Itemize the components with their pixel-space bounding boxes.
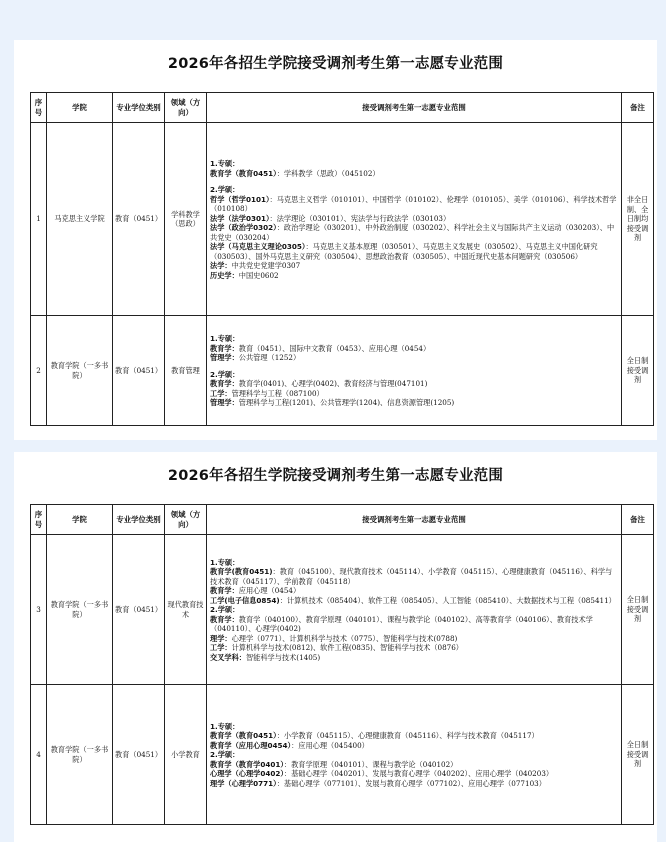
range-line-label: 工学(电子信息0854) xyxy=(210,595,280,605)
row-no: 4 xyxy=(31,685,47,825)
header-degree: 专业学位类别 xyxy=(113,505,165,535)
range-line xyxy=(210,558,619,568)
row-range xyxy=(207,685,622,825)
range-line-label: 2.学硕： xyxy=(210,185,240,194)
range-line-text: ：马克思主义哲学（010101）、中国哲学（010102）、伦理学（010105）、美学（010106）、科学技术哲学（010108） xyxy=(210,194,617,213)
range-line xyxy=(210,760,619,770)
header-remark: 备注 xyxy=(622,93,654,123)
row-college: 教育学院（一多书院） xyxy=(47,685,113,825)
range-line-label: 心理学（心理学0402） xyxy=(210,769,284,779)
range-line-text: ：法学理论（030101）、宪法学与行政法学（030103） xyxy=(269,213,451,223)
range-line-label: 工学： xyxy=(210,643,232,653)
range-line xyxy=(210,731,619,741)
range-line-label: 2.学硕： xyxy=(210,605,240,615)
range-line xyxy=(210,398,619,408)
table-row xyxy=(31,316,654,426)
range-line-text: 公共管理（1252） xyxy=(238,353,301,363)
range-line xyxy=(210,242,619,261)
range-line-label: 教育学： xyxy=(210,379,239,389)
range-line-label: 教育学： xyxy=(210,343,239,353)
range-line-label: 1.专硕： xyxy=(210,159,240,168)
row-college: 教育学院（一多书院） xyxy=(47,316,113,426)
table-card-2 xyxy=(14,452,657,842)
range-line-text: ：学科教学（思政）（045102） xyxy=(276,168,380,178)
range-line xyxy=(210,605,619,615)
range-line-label: 1.专硕： xyxy=(210,557,240,567)
range-line xyxy=(210,261,619,271)
range-line-label: 教育学： xyxy=(210,586,239,596)
range-line-label: 教育学（教育0451） xyxy=(210,731,277,741)
table-row xyxy=(31,535,654,685)
range-line xyxy=(210,271,619,281)
range-line xyxy=(210,769,619,779)
row-no: 3 xyxy=(31,535,47,685)
range-line-label: 教育学(教育0451) xyxy=(210,567,273,577)
range-line-text: ：应用心理（045400） xyxy=(291,740,369,750)
range-line-text: 管理科学与工程(1201)、公共管理学(1204)、信息资源管理(1205) xyxy=(238,398,455,408)
range-line-label: 管理学： xyxy=(210,353,239,363)
header-field: 领域（方向） xyxy=(165,505,207,535)
range-line-text: 智能科学与技术(1405) xyxy=(245,652,321,662)
table-row xyxy=(31,123,654,316)
range-line xyxy=(210,722,619,732)
range-line-label: 法学（马克思主义理论0305） xyxy=(210,242,306,251)
header-no: 序号 xyxy=(31,93,47,123)
range-line-text: ：教育学原理（040101）、课程与教学论（040102） xyxy=(283,759,458,769)
admission-table-2 xyxy=(30,504,654,825)
range-line xyxy=(210,214,619,224)
range-line xyxy=(210,370,619,380)
range-line-label: 1.专硕： xyxy=(210,721,240,731)
range-line xyxy=(210,389,619,399)
page-title: 2026年各招生学院接受调剂考生第一志愿专业范围 xyxy=(167,468,504,484)
range-line-label: 法学： xyxy=(210,261,232,270)
range-line-text: 教育（0451）、国际中文教育（0453）、应用心理（0454） xyxy=(238,343,431,353)
row-degree: 教育（0451） xyxy=(113,535,165,685)
range-line-text: ：教育（045100）、现代教育技术（045114）、小学教育（045115）、心理健康教育（045116）、科学与技术教育（045117）、学前教育（045118） xyxy=(210,567,613,586)
row-field: 学科教学（思政） xyxy=(165,123,207,316)
range-line xyxy=(210,344,619,354)
range-line xyxy=(210,779,619,789)
range-line-label: 历史学： xyxy=(210,270,239,280)
table-header-row xyxy=(31,93,654,123)
table-row xyxy=(31,685,654,825)
range-line-text: ：政治学理论（030201）、中外政治制度（030202）、科学社会主义与国际共产主义运动（030203）、中共党史（030204） xyxy=(210,223,615,242)
range-line xyxy=(210,159,619,169)
row-no: 1 xyxy=(31,123,47,316)
range-line-label: 1.专硕： xyxy=(210,334,240,344)
range-line-label: 哲学（哲学0101） xyxy=(210,194,270,204)
header-no: 序号 xyxy=(31,505,47,535)
range-line xyxy=(210,185,619,195)
range-line-text: ：小学教育（045115）、心理健康教育（045116）、科学与技术教育（045117） xyxy=(276,731,539,741)
row-remark: 全日制接受调剂 xyxy=(622,685,654,825)
row-remark: 非全日制、全日制均接受调剂 xyxy=(622,123,654,316)
row-range xyxy=(207,316,622,426)
range-line xyxy=(210,567,619,586)
row-field: 小学教育 xyxy=(165,685,207,825)
range-line-label: 教育学： xyxy=(210,614,239,624)
range-line xyxy=(210,223,619,242)
range-line xyxy=(210,586,619,596)
range-line xyxy=(210,653,619,663)
range-line-label: 工学： xyxy=(210,388,232,398)
header-range: 接受调剂考生第一志愿专业范围 xyxy=(207,505,622,535)
page-title: 2026年各招生学院接受调剂考生第一志愿专业范围 xyxy=(167,56,504,72)
row-college: 马克思主义学院 xyxy=(47,123,113,316)
range-line xyxy=(210,615,619,634)
range-line xyxy=(210,634,619,644)
range-line-text: ：基础心理学（040201）、发展与教育心理学（040202）、应用心理学（040203） xyxy=(283,769,554,779)
row-field: 现代教育技术 xyxy=(165,535,207,685)
range-line xyxy=(210,596,619,606)
range-line-label: 教育学（教育学0401） xyxy=(210,759,284,769)
row-degree: 教育（0451） xyxy=(113,685,165,825)
range-line-text: 心理学（0771）、计算机科学与技术（0775）、智能科学与技术(0788) xyxy=(231,633,458,643)
table-card-1 xyxy=(14,40,657,440)
table-header-row xyxy=(31,505,654,535)
row-remark: 全日制接受调剂 xyxy=(622,316,654,426)
header-degree: 专业学位类别 xyxy=(113,93,165,123)
range-line-label: 教育学（应用心理0454） xyxy=(210,740,292,750)
row-range xyxy=(207,123,622,316)
range-line xyxy=(210,643,619,653)
header-range: 接受调剂考生第一志愿专业范围 xyxy=(207,93,622,123)
range-line-label: 法学（政治学0302） xyxy=(210,223,277,232)
range-line xyxy=(210,169,619,179)
range-line-label: 管理学： xyxy=(210,398,239,408)
range-line-label: 法学（法学0301） xyxy=(210,213,270,223)
range-line-label: 交叉学科： xyxy=(210,652,246,662)
range-line-text: ：基础心理学（077101）、发展与教育心理学（077102）、应用心理学（077103） xyxy=(276,778,546,788)
range-line-text: 计算机科学与技术(0812)、软件工程(0835)、智能科学与技术（0876） xyxy=(231,643,463,653)
row-degree: 教育（0451） xyxy=(113,316,165,426)
row-college: 教育学院（一多书院） xyxy=(47,535,113,685)
row-remark: 全日制接受调剂 xyxy=(622,535,654,685)
range-line-label: 2.学硕： xyxy=(210,750,240,760)
range-line-label: 2.学硕： xyxy=(210,369,240,379)
range-line-text: 中共党史党建学0307 xyxy=(231,261,301,270)
range-line-text: ：计算机技术（085404）、软件工程（085405）、人工智能（085410）、大数据技术与工程（085411） xyxy=(279,595,616,605)
row-no: 2 xyxy=(31,316,47,426)
row-degree: 教育（0451） xyxy=(113,123,165,316)
range-line xyxy=(210,195,619,214)
range-line-label: 理学（心理学0771） xyxy=(210,778,277,788)
range-line xyxy=(210,750,619,760)
range-line-label: 教育学（教育0451） xyxy=(210,168,277,178)
range-line-text: 教育学（040100）、教育学原理（040101）、课程与教学论（040102）、高等教育学（040106）、教育技术学（040110）、心理学(0402) xyxy=(210,614,593,634)
range-line-text: 中国史0602 xyxy=(238,270,279,280)
row-range xyxy=(207,535,622,685)
range-line-text: 应用心理（0454） xyxy=(238,586,301,596)
row-field: 教育管理 xyxy=(165,316,207,426)
range-line xyxy=(210,353,619,363)
range-line-text: 教育学(0401)、心理学(0402)、教育经济与管理(047101) xyxy=(238,379,428,389)
range-line xyxy=(210,334,619,344)
header-college: 学院 xyxy=(47,93,113,123)
range-line xyxy=(210,741,619,751)
range-line xyxy=(210,379,619,389)
range-line-text: ：马克思主义基本原理（030501）、马克思主义发展史（030502）、马克思主义中国化研究（030503）、国外马克思主义研究（030504）、思想政治教育（030505）、中国近现代史基本问题研究（030506） xyxy=(210,242,598,261)
header-field: 领域（方向） xyxy=(165,93,207,123)
range-line-label: 理学： xyxy=(210,633,232,643)
range-line-text: 管理科学与工程（087100） xyxy=(231,388,324,398)
admission-table-1 xyxy=(30,92,654,426)
header-remark: 备注 xyxy=(622,505,654,535)
header-college: 学院 xyxy=(47,505,113,535)
